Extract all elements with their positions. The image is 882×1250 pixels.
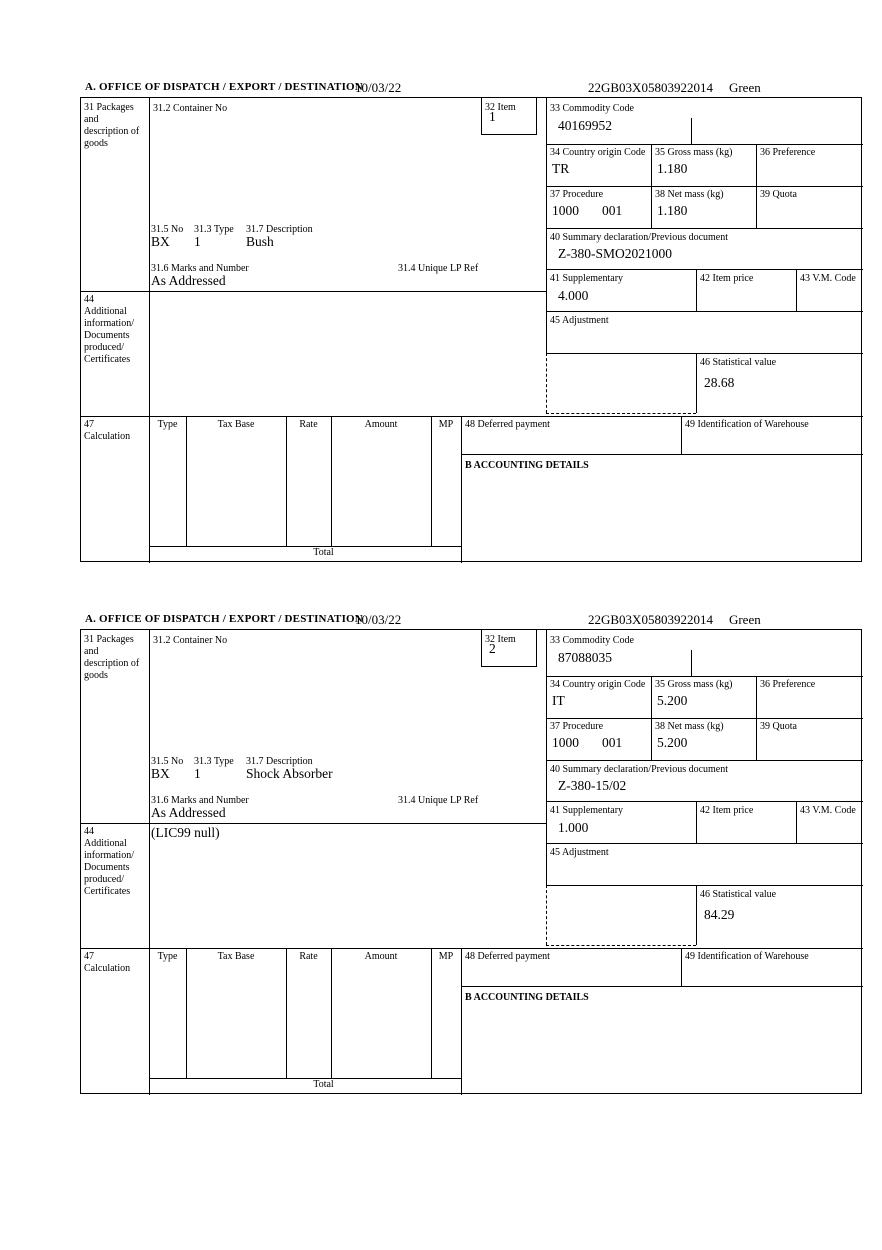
line: [546, 760, 863, 761]
statistical-value: 84.29: [704, 907, 735, 922]
line: [546, 885, 863, 886]
box43-label: 43 V.M. Code: [800, 273, 856, 284]
box33-label: 33 Commodity Code: [550, 635, 634, 646]
goods-description: Shock Absorber: [246, 766, 333, 781]
total-label: Total: [313, 547, 334, 558]
box47-number: 47: [84, 951, 94, 962]
line: [331, 416, 332, 546]
box31-3-label: 31.3 Type: [194, 756, 234, 767]
line: [696, 353, 697, 413]
col-header-amount: Amount: [364, 951, 398, 962]
line: [286, 948, 287, 1078]
line: [536, 630, 537, 666]
col-header-mp: MP: [438, 951, 454, 962]
col-header-rate: Rate: [299, 951, 318, 962]
section-header: [80, 80, 862, 97]
package-kind: BX: [151, 766, 170, 781]
line: [81, 948, 863, 949]
commodity-code: 87088035: [558, 650, 612, 665]
box42-label: 42 Item price: [700, 273, 754, 284]
line: [481, 666, 537, 667]
box35-label: 35 Gross mass (kg): [655, 679, 733, 690]
box49-label: 49 Identification of Warehouse: [685, 951, 809, 962]
box41-label: 41 Supplementary: [550, 273, 624, 284]
line: [696, 885, 697, 945]
declaration-form: [80, 629, 862, 1094]
line: [546, 843, 863, 844]
dashed-line: [546, 885, 547, 945]
procedure-code: 1000: [552, 203, 579, 218]
box39-label: 39 Quota: [760, 189, 797, 200]
box44-number: 44: [84, 826, 94, 837]
line: [546, 676, 863, 677]
line: [149, 98, 150, 563]
package-count: 1: [194, 766, 201, 781]
line: [81, 416, 863, 417]
declaration-form: [80, 97, 862, 562]
col-header-amount: Amount: [364, 419, 398, 430]
box44-label: [84, 294, 144, 366]
supplementary-units: 4.000: [558, 288, 589, 303]
line: [696, 269, 697, 311]
line: [681, 416, 682, 454]
dispatch-date: 10/03/22: [355, 80, 402, 95]
line: [796, 801, 797, 843]
accounting-details-label: B ACCOUNTING DETAILS: [465, 460, 589, 471]
procedure-code: 1000: [552, 735, 579, 750]
box31-2-label: 31.2 Container No: [153, 103, 228, 114]
item-section-1: [80, 80, 862, 558]
previous-document: Z-380-15/02: [558, 778, 627, 793]
line: [81, 291, 547, 292]
line: [461, 454, 863, 455]
declaration-reference: [588, 612, 761, 628]
package-kind: BX: [151, 234, 170, 249]
line: [681, 948, 682, 986]
procedure-code-extra: 001: [602, 735, 623, 750]
box46-label: 46 Statistical value: [700, 357, 777, 368]
additional-information: (LIC99 null): [151, 825, 220, 840]
line: [546, 228, 863, 229]
line: [796, 269, 797, 311]
box37-label: 37 Procedure: [550, 721, 604, 732]
goods-description: Bush: [246, 234, 274, 249]
item-section-2: [80, 612, 862, 1090]
line: [149, 561, 461, 562]
supplementary-units: 1.000: [558, 820, 589, 835]
dispatch-date: 10/03/22: [355, 612, 402, 627]
line: [81, 823, 547, 824]
line: [691, 118, 692, 144]
line: [696, 801, 697, 843]
col-header-tax-base: Tax Base: [217, 951, 255, 962]
procedure-code-extra: 001: [602, 203, 623, 218]
box31-7-label: 31.7 Description: [246, 224, 313, 235]
box47-label: [84, 951, 142, 975]
box48-label: 48 Deferred payment: [465, 951, 550, 962]
net-mass: 1.180: [657, 203, 688, 218]
net-mass: 5.200: [657, 735, 688, 750]
box46-label: 46 Statistical value: [700, 889, 777, 900]
box31-4-label: 31.4 Unique LP Ref: [398, 795, 479, 806]
box42-label: 42 Item price: [700, 805, 754, 816]
box41-label: 41 Supplementary: [550, 805, 624, 816]
box34-label: 34 Country origin Code: [550, 679, 646, 690]
col-header-type: Type: [157, 419, 178, 430]
box44-label: [84, 826, 144, 898]
box47-text: Calculation: [84, 431, 131, 442]
line: [331, 948, 332, 1078]
package-count: 1: [194, 234, 201, 249]
box36-label: 36 Preference: [760, 679, 816, 690]
line: [546, 98, 547, 353]
box39-label: 39 Quota: [760, 721, 797, 732]
line: [536, 98, 537, 134]
box47-number: 47: [84, 419, 94, 430]
dashed-line: [546, 413, 696, 414]
statistical-value: 28.68: [704, 375, 735, 390]
box32-label: 32 Item: [485, 634, 516, 645]
box38-label: 38 Net mass (kg): [655, 721, 724, 732]
dashed-line: [546, 945, 696, 946]
box45-label: 45 Adjustment: [550, 315, 609, 326]
item-number: 1: [489, 109, 496, 124]
line: [286, 416, 287, 546]
line: [546, 144, 863, 145]
box31-7-label: 31.7 Description: [246, 756, 313, 767]
col-header-type: Type: [157, 951, 178, 962]
movement-reference-number: 22GB03X05803922014: [588, 80, 713, 95]
box43-label: 43 V.M. Code: [800, 805, 856, 816]
office-of-dispatch-label: A. OFFICE OF DISPATCH / EXPORT / DESTINATION: [85, 613, 363, 625]
box36-label: 36 Preference: [760, 147, 816, 158]
marks-and-numbers: As Addressed: [151, 273, 226, 288]
box32-label: 32 Item: [485, 102, 516, 113]
line: [461, 416, 462, 563]
line: [546, 353, 863, 354]
line: [546, 269, 863, 270]
line: [186, 416, 187, 546]
route-status: Green: [728, 612, 761, 627]
line: [461, 948, 462, 1095]
country-origin-code: TR: [552, 161, 570, 176]
route-status: Green: [728, 80, 761, 95]
box31-5-label: 31.5 No: [151, 756, 184, 767]
box31-4-label: 31.4 Unique LP Ref: [398, 263, 479, 274]
box45-label: 45 Adjustment: [550, 847, 609, 858]
total-label: Total: [313, 1079, 334, 1090]
line: [431, 948, 432, 1078]
marks-and-numbers: As Addressed: [151, 805, 226, 820]
box40-label: 40 Summary declaration/Previous document: [550, 232, 729, 243]
box34-label: 34 Country origin Code: [550, 147, 646, 158]
line: [691, 650, 692, 676]
box31-6-label: 31.6 Marks and Number: [151, 795, 249, 806]
line: [546, 311, 863, 312]
col-header-mp: MP: [438, 419, 454, 430]
box49-label: 49 Identification of Warehouse: [685, 419, 809, 430]
col-header-tax-base: Tax Base: [217, 419, 255, 430]
box48-label: 48 Deferred payment: [465, 419, 550, 430]
box44-text: Additional information/ Documents produced/ Certificates: [84, 838, 134, 897]
section-header: [80, 612, 862, 629]
line: [481, 630, 482, 666]
box31-2-label: 31.2 Container No: [153, 635, 228, 646]
accounting-details-label: B ACCOUNTING DETAILS: [465, 992, 589, 1003]
box38-label: 38 Net mass (kg): [655, 189, 724, 200]
box31-5-label: 31.5 No: [151, 224, 184, 235]
movement-reference-number: 22GB03X05803922014: [588, 612, 713, 627]
line: [546, 186, 863, 187]
commodity-code: 40169952: [558, 118, 612, 133]
line: [149, 630, 150, 1095]
office-of-dispatch-label: A. OFFICE OF DISPATCH / EXPORT / DESTINATION: [85, 81, 363, 93]
dashed-line: [546, 353, 547, 413]
box31-3-label: 31.3 Type: [194, 224, 234, 235]
line: [481, 98, 482, 134]
box40-label: 40 Summary declaration/Previous document: [550, 764, 729, 775]
box31-6-label: 31.6 Marks and Number: [151, 263, 249, 274]
gross-mass: 1.180: [657, 161, 688, 176]
declaration-reference: [588, 80, 761, 96]
box31-label: 31 Packages and description of goods: [84, 102, 140, 149]
col-header-rate: Rate: [299, 419, 318, 430]
box37-label: 37 Procedure: [550, 189, 604, 200]
line: [481, 134, 537, 135]
box44-number: 44: [84, 294, 94, 305]
line: [546, 718, 863, 719]
previous-document: Z-380-SMO2021000: [558, 246, 672, 261]
item-number: 2: [489, 641, 496, 656]
box33-label: 33 Commodity Code: [550, 103, 634, 114]
box47-label: [84, 419, 142, 443]
line: [546, 801, 863, 802]
line: [431, 416, 432, 546]
line: [546, 630, 547, 885]
box31-label: 31 Packages and description of goods: [84, 634, 140, 681]
box47-text: Calculation: [84, 963, 131, 974]
line: [461, 986, 863, 987]
line: [186, 948, 187, 1078]
box35-label: 35 Gross mass (kg): [655, 147, 733, 158]
line: [149, 1093, 461, 1094]
box44-text: Additional information/ Documents produced/ Certificates: [84, 306, 134, 365]
country-origin-code: IT: [552, 693, 565, 708]
gross-mass: 5.200: [657, 693, 688, 708]
